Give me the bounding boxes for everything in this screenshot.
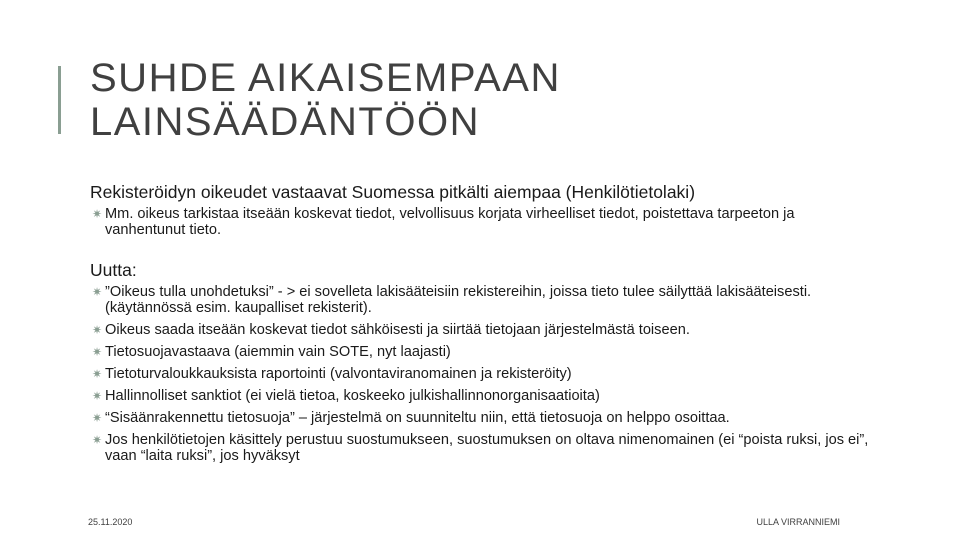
bullet-text: Tietosuojavastaava (aiemmin vain SOTE, nyt laajasti) [105,344,451,360]
list-item [90,410,870,426]
slide-title-line-1: SUHDE AIKAISEMPAAN [90,56,561,100]
bullet-text: Jos henkilötietojen käsittely perustuu suostumukseen, suostumuksen on oltava nimenomainen (ei “poista ruksi, jos ei”, vaan “laita ruksi”, jos hyväksyt [105,432,869,464]
asterisk-bullet-icon: ✷ [92,367,103,381]
bullet-text: Tietoturvaloukkauksista raportointi (valvontaviranomainen ja rekisteröity) [105,366,572,382]
lead-bullet-list [90,206,870,238]
asterisk-bullet-icon: ✷ [92,411,103,425]
title-accent-bar [58,66,61,134]
asterisk-bullet-icon: ✷ [92,323,103,337]
list-item [90,206,870,238]
bullet-text: Oikeus saada itseään koskevat tiedot sähköisesti ja siirtää tietojaan järjestelmästä toiseen. [105,322,690,338]
bullet-text: ”Oikeus tulla unohdetuksi” - > ei sovelleta lakisääteisiin rekistereihin, joissa tieto tulee säilyttää lakisääteisesti. (käytännössä esim. kaupalliset rekisterit). [105,284,812,316]
list-item [90,432,870,464]
bullet-text: Mm. oikeus tarkistaa itseään koskevat tiedot, velvollisuus korjata virheelliset tiedot, poistettava tarpeeton ja vanhentunut tieto. [105,206,795,238]
slide-title [90,56,561,144]
bullet-text: “Sisäänrakennettu tietosuoja” – järjestelmä on suunniteltu niin, että tietosuoja on helppo osoittaa. [105,410,730,426]
asterisk-bullet-icon: ✷ [92,433,103,447]
list-item [90,284,870,316]
asterisk-bullet-icon: ✷ [92,345,103,359]
list-item [90,366,870,382]
new-bullet-list [90,284,870,464]
list-item [90,322,870,338]
asterisk-bullet-icon: ✷ [92,389,103,403]
section-heading-new: Uutta: [90,260,137,280]
slide-title-line-2: LAINSÄÄDÄNTÖÖN [90,100,480,144]
list-item [90,388,870,404]
slide-content [90,182,870,470]
footer-date: 25.11.2020 [88,517,133,527]
asterisk-bullet-icon: ✷ [92,207,103,221]
lead-paragraph: Rekisteröidyn oikeudet vastaavat Suomessa pitkälti aiempaa (Henkilötietolaki) [90,182,696,202]
asterisk-bullet-icon: ✷ [92,285,103,299]
list-item [90,344,870,360]
footer-author: ULLA VIRRANNIEMI [756,517,840,527]
bullet-text: Hallinnolliset sanktiot (ei vielä tietoa, koskeeko julkishallinnonorganisaatioita) [105,388,600,404]
